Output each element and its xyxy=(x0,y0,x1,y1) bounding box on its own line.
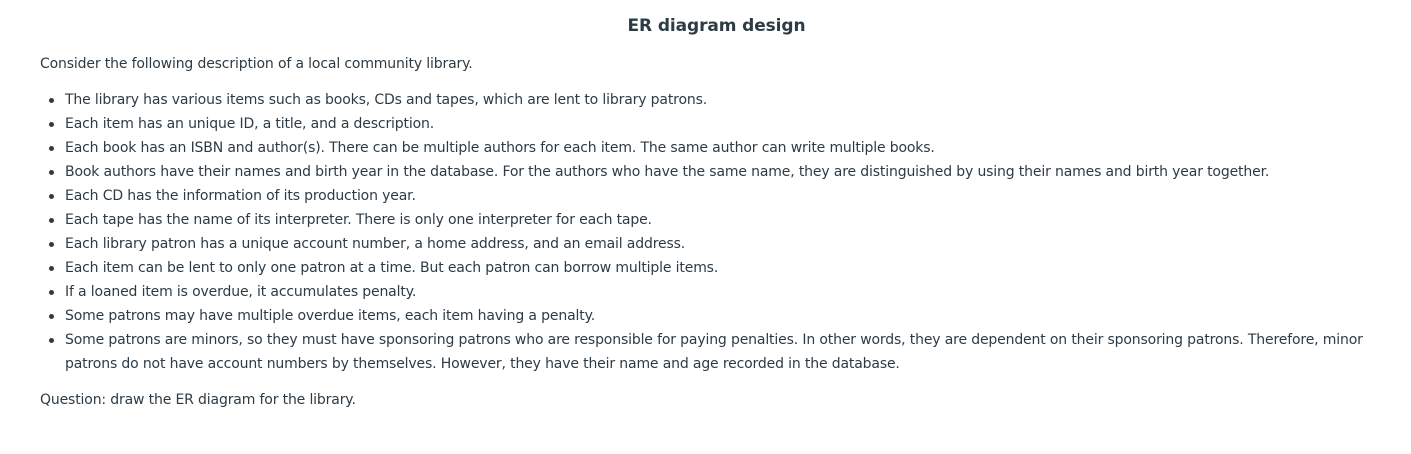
question-text: Question: draw the ER diagram for the library. xyxy=(40,392,356,408)
requirement-item: The library has various items such as books, CDs and tapes, which are lent to library patrons. xyxy=(65,88,1393,112)
requirement-item: Each tape has the name of its interpreter. There is only one interpreter for each tape. xyxy=(65,208,1393,232)
requirement-item: Some patrons are minors, so they must have sponsoring patrons who are responsible for paying penalties. In other words, they are dependent on their sponsoring patrons. Therefore, minor patrons do not have account numbers by themselves. However, they have their name and age recorded in the database. xyxy=(65,328,1393,376)
requirement-item: Book authors have their names and birth year in the database. For the authors who have the same name, they are distinguished by using their names and birth year together. xyxy=(65,160,1393,184)
requirement-item: Some patrons may have multiple overdue items, each item having a penalty. xyxy=(65,304,1393,328)
requirement-item: Each library patron has a unique account number, a home address, and an email address. xyxy=(65,232,1393,256)
requirement-item: If a loaned item is overdue, it accumulates penalty. xyxy=(65,280,1393,304)
requirement-item: Each book has an ISBN and author(s). There can be multiple authors for each item. The same author can write multiple books. xyxy=(65,136,1393,160)
requirements-list xyxy=(40,88,1393,376)
intro-text: Consider the following description of a local community library. xyxy=(40,56,473,72)
requirement-item: Each item has an unique ID, a title, and a description. xyxy=(65,112,1393,136)
requirement-item: Each item can be lent to only one patron at a time. But each patron can borrow multiple items. xyxy=(65,256,1393,280)
page-title: ER diagram design xyxy=(627,16,806,36)
requirement-item: Each CD has the information of its production year. xyxy=(65,184,1393,208)
